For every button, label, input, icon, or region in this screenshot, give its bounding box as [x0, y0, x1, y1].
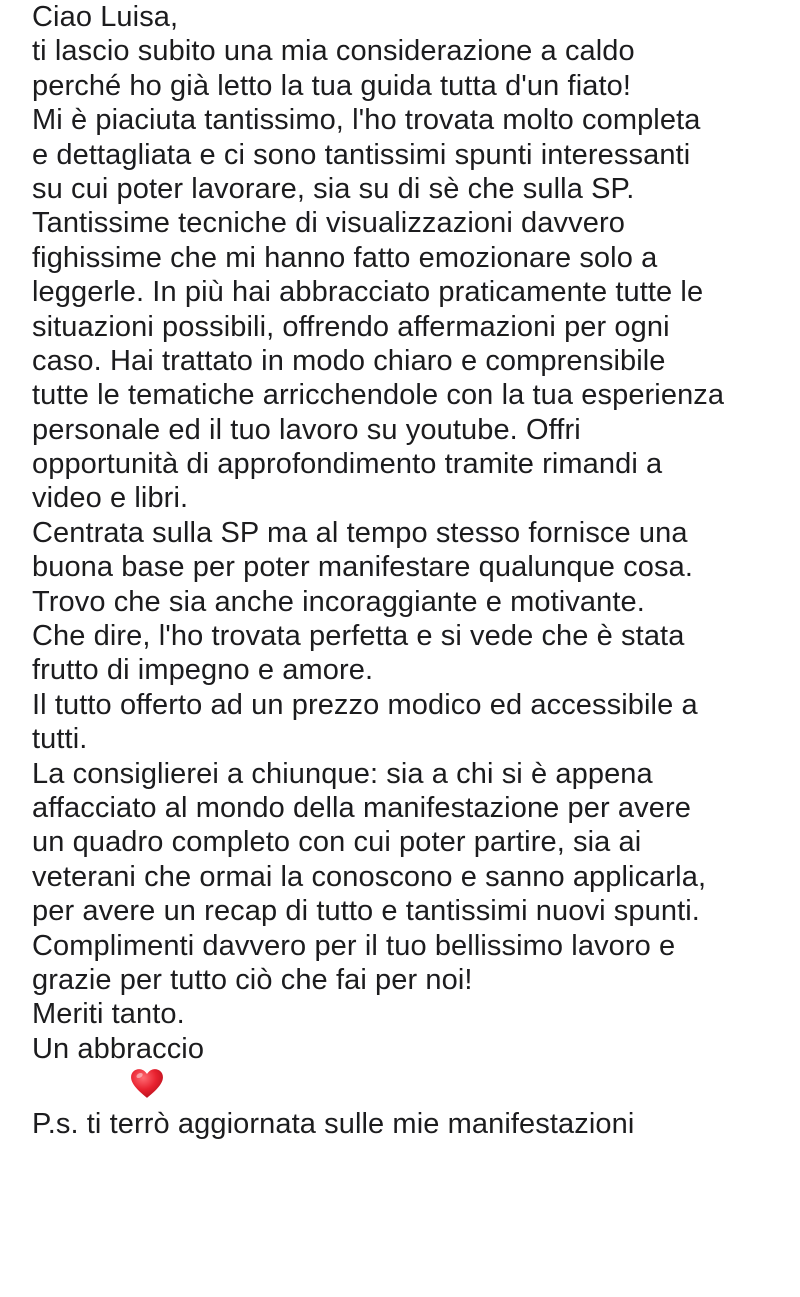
message-line: caso. Hai trattato in modo chiaro e comprensibile: [32, 344, 666, 377]
message-line: Trovo che sia anche incoraggiante e motivante.: [32, 585, 645, 618]
message-line: per avere un recap di tutto e tantissimi nuovi spunti.: [32, 895, 700, 928]
message-line: un quadro completo con cui poter partire, sia ai: [32, 826, 642, 859]
message-line: Ciao Luisa,: [32, 1, 179, 33]
message-line: perché ho già letto la tua guida tutta d'un fiato!: [32, 69, 632, 102]
message-line: veterani che ormai la conoscono e sanno applicarla,: [32, 860, 707, 893]
message-line: video e libri.: [32, 482, 189, 515]
message-line: frutto di impegno e amore.: [32, 654, 374, 687]
message-line: Mi è piaciuta tantissimo, l'ho trovata molto completa: [32, 104, 701, 137]
message-line: Tantissime tecniche di visualizzazioni davvero: [32, 207, 625, 240]
message-line: tutti.: [32, 723, 88, 756]
message-line: leggerle. In più hai abbracciato praticamente tutte le: [32, 276, 704, 309]
message-line: opportunità di approfondimento tramite rimandi a: [32, 448, 663, 481]
message-line: tutte le tematiche arricchendole con la tua esperienza: [32, 379, 725, 412]
message-line: su cui poter lavorare, sia su di sè che sulla SP.: [32, 172, 635, 205]
message-line: grazie per tutto ciò che fai per noi!: [32, 963, 473, 996]
message-body: [32, 0, 792, 1141]
message-line: Complimenti davvero per il tuo bellissimo lavoro e: [32, 929, 676, 962]
message-line: e dettagliata e ci sono tantissimi spunti interessanti: [32, 138, 691, 171]
message-line: Il tutto offerto ad un prezzo modico ed accessibile a: [32, 688, 698, 721]
message-line: fighissime che mi hanno fatto emozionare solo a: [32, 241, 658, 274]
message-line: personale ed il tuo lavoro su youtube. Offri: [32, 413, 581, 446]
message-line: ti lascio subito una mia considerazione a caldo: [32, 35, 635, 68]
message-line: Meriti tanto.: [32, 998, 185, 1031]
message-line: Un abbraccio: [32, 1032, 205, 1065]
signature-line: [32, 1066, 792, 1100]
message-line: affacciato al mondo della manifestazione per avere: [32, 791, 691, 824]
message-line: Che dire, l'ho trovata perfetta e si vede che è stata: [32, 620, 685, 653]
postscript-line: P.s. ti terrò aggiornata sulle mie manifestazioni: [32, 1107, 635, 1140]
message-line: La consiglierei a chiunque: sia a chi si è appena: [32, 757, 653, 790]
message-line: Centrata sulla SP ma al tempo stesso fornisce una: [32, 516, 688, 549]
red-heart-icon: [130, 1068, 164, 1100]
message-line: buona base per poter manifestare qualunque cosa.: [32, 551, 693, 584]
message-line: situazioni possibili, offrendo affermazioni per ogni: [32, 310, 670, 343]
